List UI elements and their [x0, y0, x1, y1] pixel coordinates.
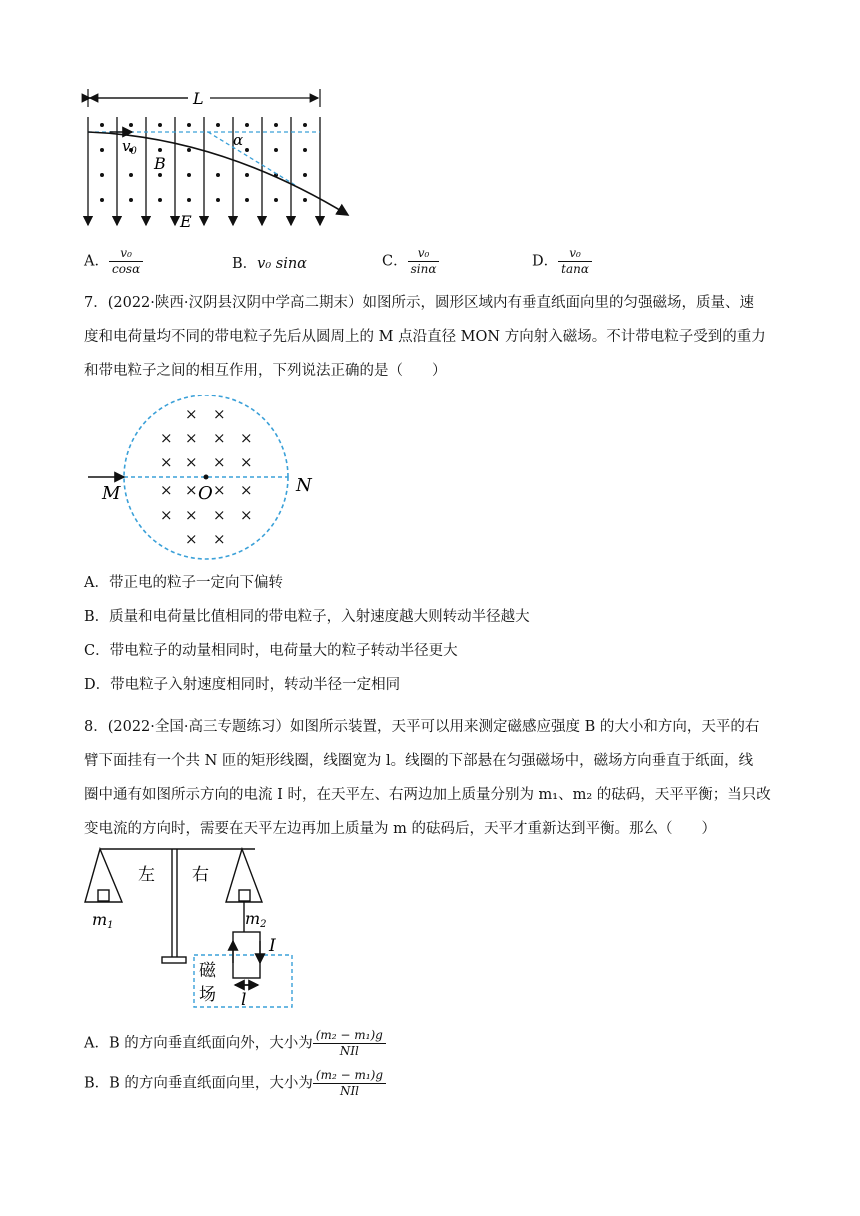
point-m-label: M	[102, 483, 121, 504]
svg-text:×: ×	[213, 405, 226, 423]
q8-stem-line2: 臂下面挂有一个共 N 匝的矩形线圈，线圈宽为 l。线圈的下部悬在匀强磁场中，磁场方向垂直于纸面，线	[84, 753, 754, 769]
q7-option-d: D．带电粒子入射速度相同时，转动半径一定相同	[84, 677, 401, 693]
right-label: 右	[192, 865, 209, 885]
angle-label: α	[233, 131, 244, 149]
svg-text:×: ×	[160, 429, 173, 447]
svg-text:×: ×	[240, 506, 253, 524]
q7-stem-line2: 度和电荷量均不同的带电粒子先后从圆周上的 M 点沿直径 MON 方向射入磁场。不计带电粒子受到的重力	[84, 329, 766, 345]
mass-m1-label: m1	[92, 910, 114, 931]
point-n-label: N	[296, 475, 312, 496]
svg-text:×: ×	[240, 453, 253, 471]
svg-text:×: ×	[185, 429, 198, 447]
svg-text:×: ×	[160, 506, 173, 524]
velocity-label: $v_0$	[122, 137, 137, 157]
circle-field-diagram	[84, 395, 334, 565]
svg-text:×: ×	[185, 453, 198, 471]
q8-stem-line4: 变电流的方向时，需要在天平左边再加上质量为 m 的砝码后，天平才重新达到平衡。那么（ ）	[84, 821, 716, 837]
q7-stem-line1: 7．(2022·陕西·汉阴县汉阴中学高二期末）如图所示，圆形区域内有垂直纸面向里的匀强磁场，质量、速	[84, 295, 754, 311]
length-label: L	[193, 89, 204, 108]
left-label: 左	[138, 865, 155, 885]
svg-text:×: ×	[213, 453, 226, 471]
q8-option-a: A．B 的方向垂直纸面向外，大小为 $\frac{\text{(m₂ − m₁)g}}{\text{NIl}}$	[84, 1028, 386, 1059]
q8-stem-line1: 8．(2022·全国·高三专题练习）如图所示装置，天平可以用来测定磁感应强度 B 的大小和方向，天平的右	[84, 719, 760, 735]
point-o-label: O	[198, 483, 213, 504]
svg-text:×: ×	[185, 481, 198, 499]
svg-text:×: ×	[240, 481, 253, 499]
q7-stem-line3: 和带电粒子之间的相互作用，下列说法正确的是（ ）	[84, 363, 447, 379]
field-label-chang: 场	[199, 985, 216, 1005]
q8-option-b: B．B 的方向垂直纸面向里，大小为 $\frac{\text{(m₂ − m₁)g}}{\text{NIl}}$	[84, 1068, 386, 1099]
balance-diagram	[80, 845, 300, 1010]
svg-text:×: ×	[240, 429, 253, 447]
svg-text:×: ×	[213, 429, 226, 447]
svg-text:×: ×	[185, 506, 198, 524]
field-label-ci: 磁	[199, 961, 216, 981]
q7-option-c: C．带电粒子的动量相同时，电荷量大的粒子转动半径更大	[84, 643, 458, 659]
q7-option-a: A．带正电的粒子一定向下偏转	[84, 575, 283, 591]
mass-m2-label: m2	[245, 909, 267, 930]
svg-text:×: ×	[213, 506, 226, 524]
electric-field-label: E	[180, 212, 192, 231]
width-label: l	[241, 990, 247, 1010]
svg-text:×: ×	[213, 530, 226, 548]
svg-text:×: ×	[213, 481, 226, 499]
magnetic-field-label: B	[154, 154, 166, 173]
svg-text:×: ×	[160, 453, 173, 471]
q7-option-b: B．质量和电荷量比值相同的带电粒子，入射速度越大则转动半径越大	[84, 609, 530, 625]
svg-text:×: ×	[160, 481, 173, 499]
field-diagram-top	[80, 85, 360, 235]
q6-option-a: A． $\frac{\text{v₀}}{\cos\alpha}$	[84, 246, 143, 277]
q6-option-b: B．v₀ sinα	[232, 256, 307, 272]
q6-option-d: D． $\frac{\text{v₀}}{\tan\alpha}$	[532, 246, 592, 277]
svg-text:×: ×	[185, 405, 198, 423]
current-label: I	[269, 936, 276, 956]
svg-text:×: ×	[185, 530, 198, 548]
q6-option-c: C． $\frac{\text{v₀}}{\sin\alpha}$	[382, 246, 439, 277]
q8-stem-line3: 圈中通有如图所示方向的电流 I 时，在天平左、右两边加上质量分别为 m₁、m₂ 的砝码，天平平衡；当只改	[84, 787, 771, 803]
